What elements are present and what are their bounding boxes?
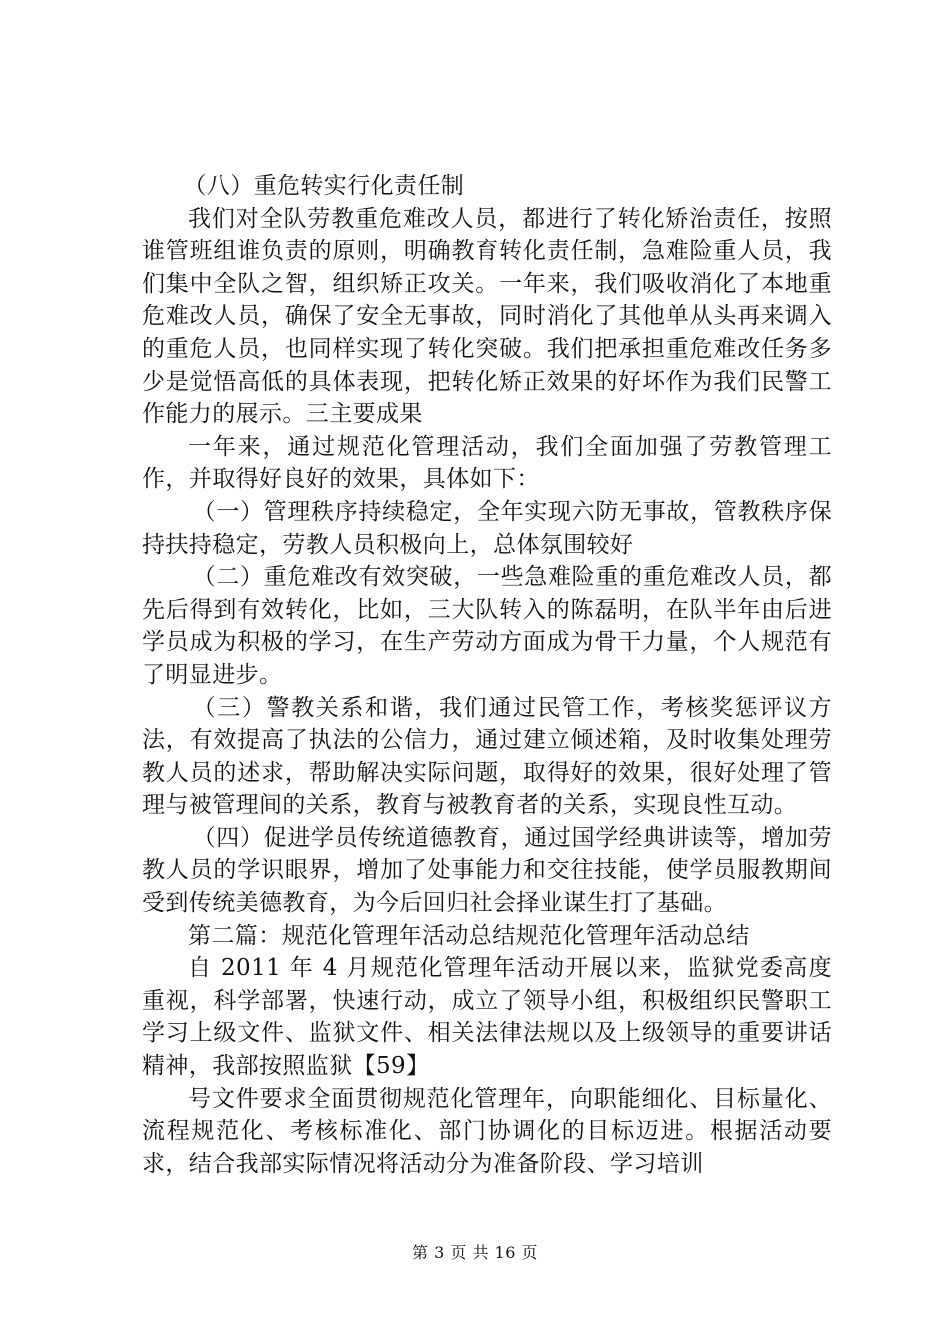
subsection-paragraph: （四）促进学员传统道德教育，通过国学经典讲读等，增加劳教人员的学识眼界，增加了处事能力和交往技能，使学员服教期间受到传统美德教育，为今后回归社会择业谋生打了基础。 <box>142 824 832 917</box>
body-paragraph: 自 2011 年 4 月规范化管理年活动开展以来，监狱党委高度重视，科学部署，快速行动，成立了领导小组，积极组织民警职工学习上级文件、监狱文件、相关法律法规以及上级领导的重要讲话精神，我部按照监狱【59】 <box>142 955 832 1080</box>
document-body <box>142 170 832 1180</box>
section-heading: （八）重危转实行化责任制 <box>183 173 465 199</box>
body-paragraph: 我们对全队劳教重危难改人员，都进行了转化矫治责任，按照谁管班组谁负责的原则，明确教育转化责任制，急难险重人员，我们集中全队之智，组织矫正攻关。一年来，我们吸收消化了本地重危难改人员，确保了安全无事故，同时消化了其他单从头再来调入的重危人员，也同样实现了转化突破。我们把承担重危难改任务多少是觉悟高低的具体表现，把转化矫正效果的好坏作为我们民警工作能力的展示。三主要成果 <box>142 205 832 428</box>
page-number-footer: 第 3 页 共 16 页 <box>412 1243 538 1262</box>
subsection-paragraph: （一）管理秩序持续稳定，全年实现六防无事故，管教秩序保持扶持稳定，劳教人员积极向上，总体氛围较好 <box>142 498 832 558</box>
subsection-paragraph: （三）警教关系和谐，我们通过民管工作，考核奖惩评议方法，有效提高了执法的公信力，通过建立倾述箱，及时收集处理劳教人员的述求，帮助解决实际问题，取得好的效果，很好处理了管理与被管理间的关系，教育与被教育者的关系，实现良性互动。 <box>142 694 832 819</box>
body-paragraph: 一年来，通过规范化管理活动，我们全面加强了劳教管理工作，并取得好良好的效果，具体如下： <box>142 433 832 493</box>
chapter-title: 第二篇：规范化管理年活动总结规范化管理年活动总结 <box>188 922 750 949</box>
subsection-paragraph: （二）重危难改有效突破，一些急难险重的重危难改人员，都先后得到有效转化，比如，三大队转入的陈磊明，在队半年由后进学员成为积极的学习，在生产劳动方面成为骨干力量，个人规范有了明显进步。 <box>142 564 832 688</box>
body-paragraph: 号文件要求全面贯彻规范化管理年，向职能细化、目标量化、流程规范化、考核标准化、部门协调化的目标迈进。根据活动要求，结合我部实际情况将活动分为准备阶段、学习培训 <box>142 1085 832 1177</box>
